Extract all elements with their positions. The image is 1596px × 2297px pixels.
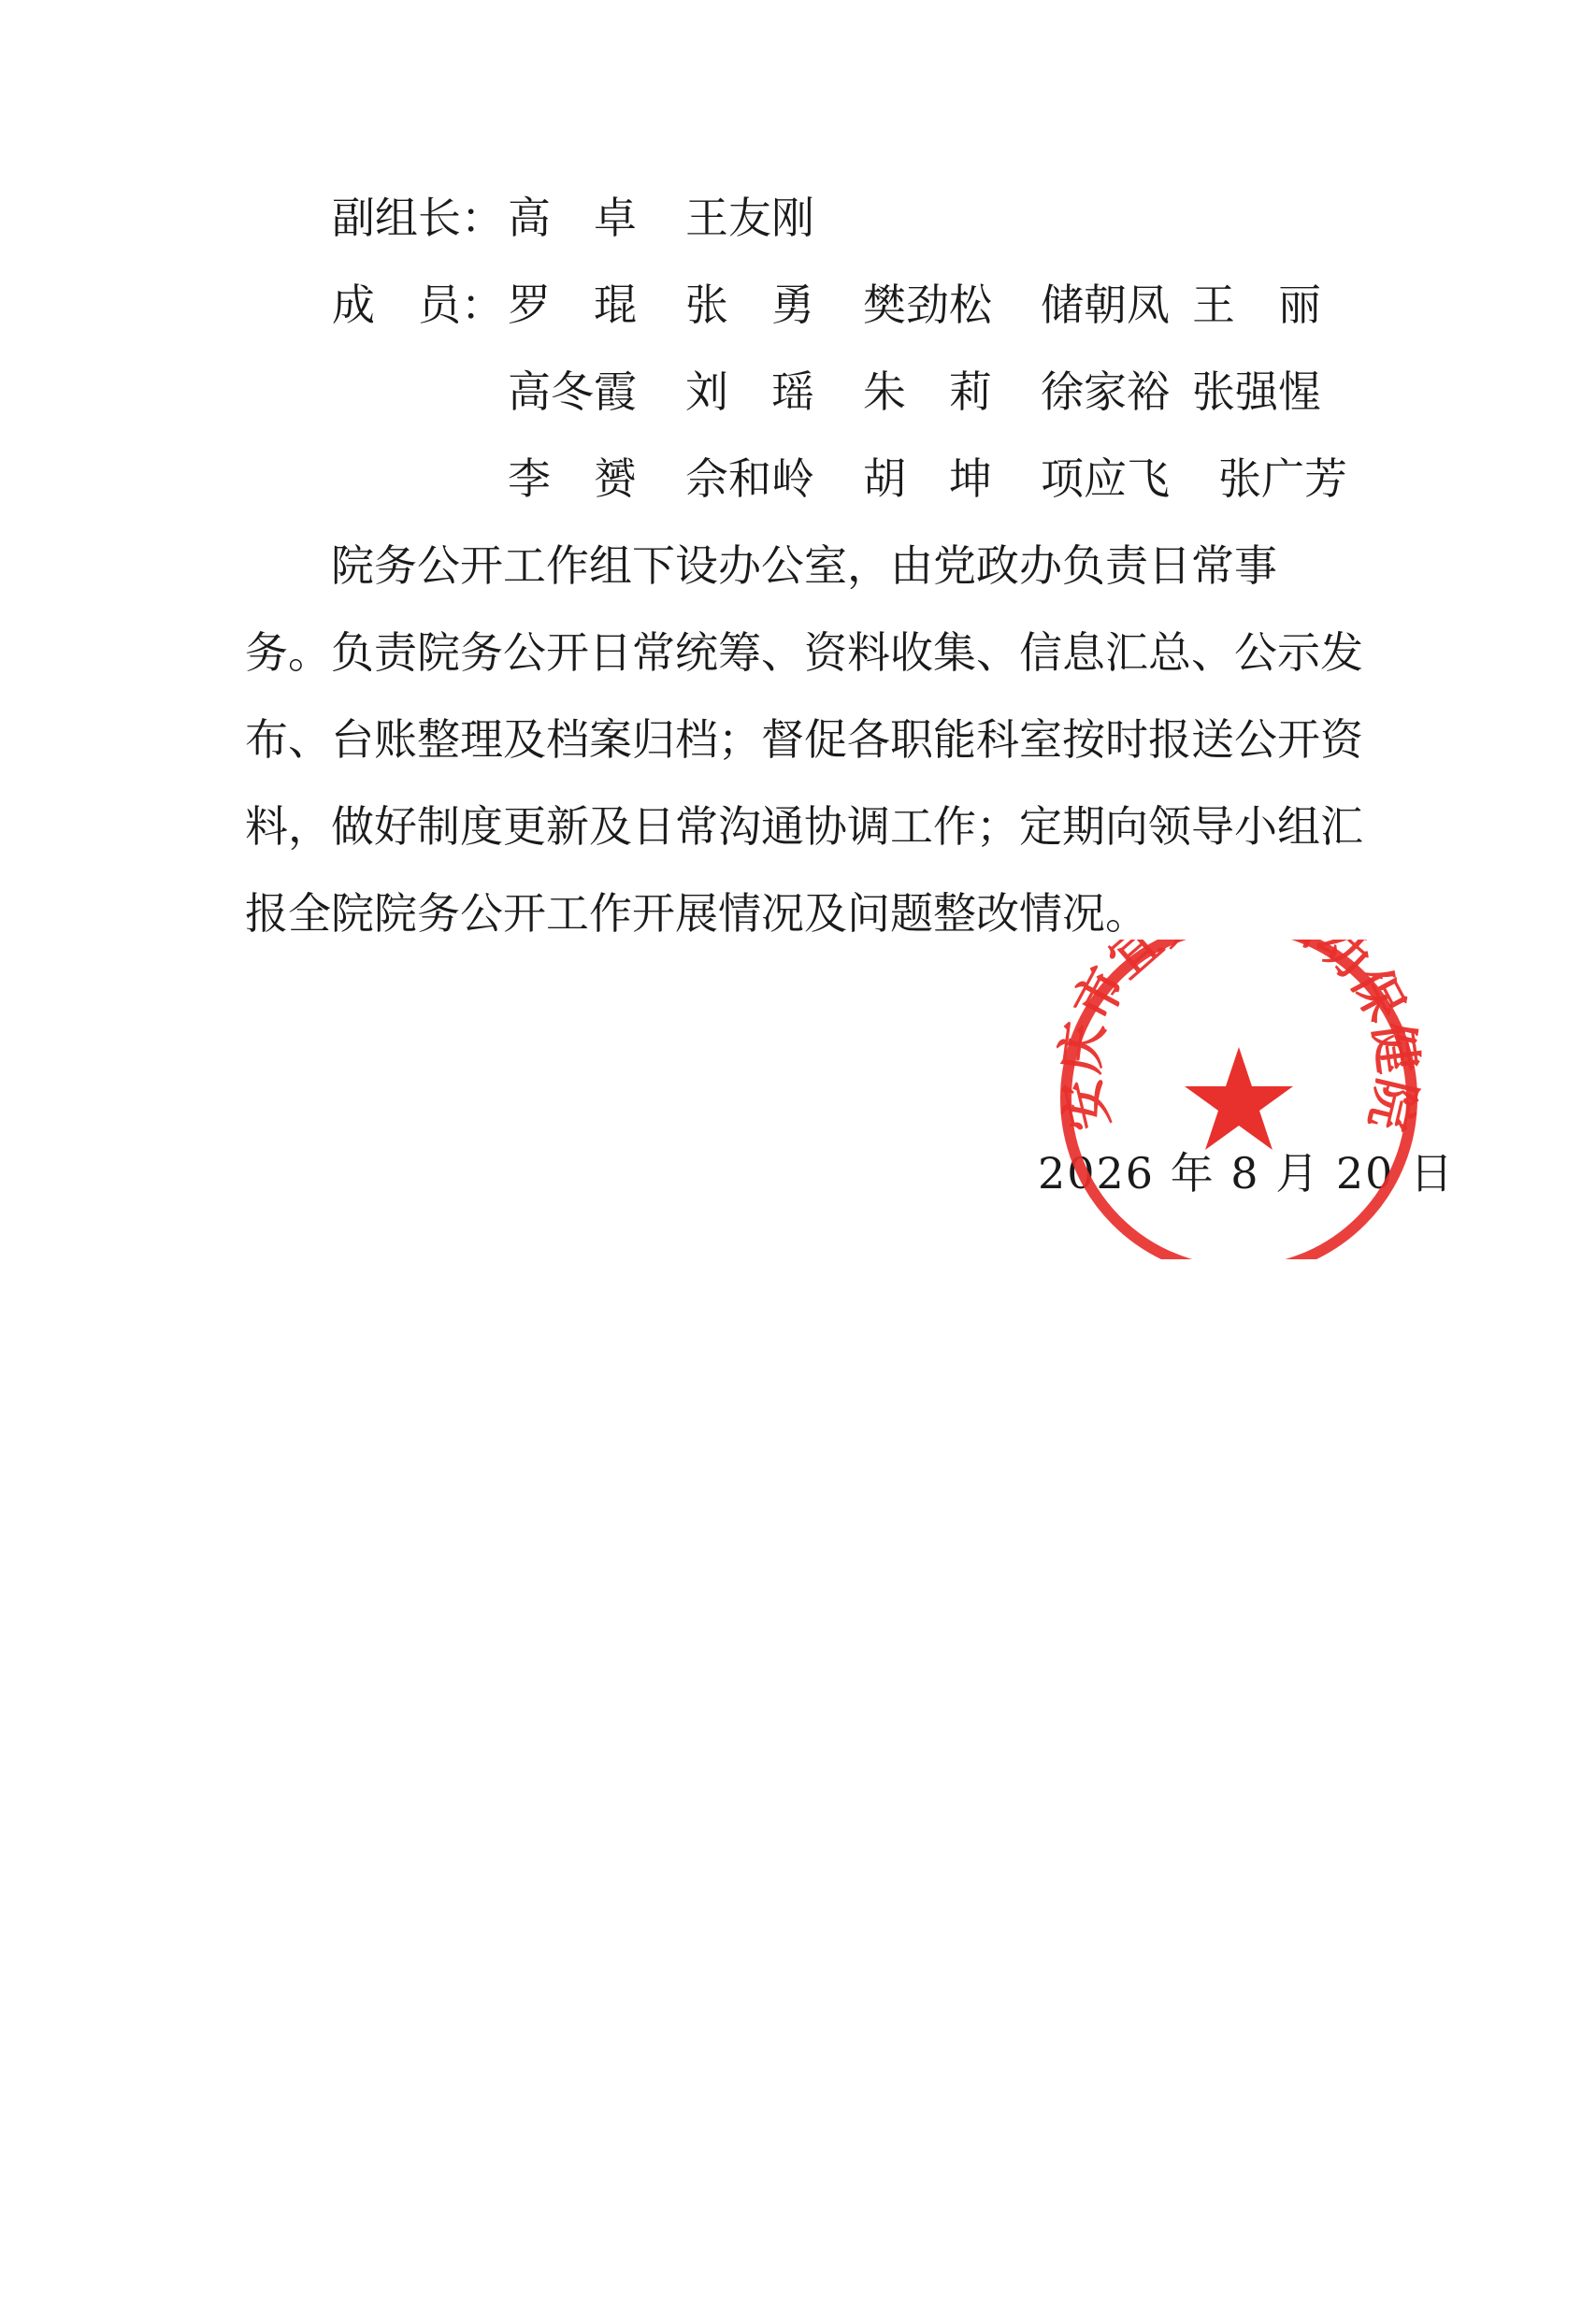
- body-line: 报全院院务公开工作开展情况及问题整改情况。: [245, 888, 1148, 939]
- member-name: 徐家裕: [1041, 366, 1170, 417]
- official-seal: [1052, 940, 1426, 1259]
- body-line: 料，做好制度更新及日常沟通协调工作；定期向领导小组汇: [245, 801, 1363, 852]
- member-row: [332, 279, 1379, 331]
- deputy-label: 副组长：: [332, 193, 504, 243]
- body-line: 院务公开工作组下设办公室，由党政办负责日常事: [245, 540, 1277, 591]
- member-name: 胡 坤: [863, 453, 992, 504]
- seal-graphic: [1052, 940, 1426, 1259]
- member-name: 高冬霞: [508, 366, 637, 417]
- member-name: 项应飞: [1041, 453, 1170, 504]
- member-name: 储朝凤: [1041, 280, 1170, 330]
- member-name: 张 勇: [685, 280, 814, 330]
- member-name: 王 丽: [1192, 280, 1321, 330]
- member-name: 李 赟: [508, 453, 637, 504]
- member-label: 成 员：: [332, 280, 504, 330]
- document-date: 2026 年 8 月 20 日: [1038, 1148, 1455, 1199]
- star-icon: [1185, 1047, 1293, 1150]
- seal-text: 安庆市宜 幼保健院: [1052, 940, 1426, 1136]
- deputy-leader-line: [332, 192, 986, 244]
- deputy-name: 王友刚: [685, 193, 814, 243]
- body-line: 布、台账整理及档案归档；督促各职能科室按时报送公开资: [245, 714, 1363, 765]
- member-name: 张强惺: [1192, 366, 1321, 417]
- deputy-name: 高 卓: [508, 193, 637, 243]
- member-name: 樊劲松: [863, 280, 992, 330]
- member-name: 张广芳: [1218, 453, 1347, 504]
- member-name: 刘 瑶: [685, 366, 814, 417]
- member-name: 佘和岭: [685, 453, 814, 504]
- member-name: 朱 莉: [863, 366, 992, 417]
- member-name: 罗 琨: [508, 280, 637, 330]
- member-row: [332, 452, 1379, 505]
- body-line: 务。负责院务公开日常统筹、资料收集、信息汇总、公示发: [245, 627, 1363, 678]
- member-row: [332, 366, 1379, 418]
